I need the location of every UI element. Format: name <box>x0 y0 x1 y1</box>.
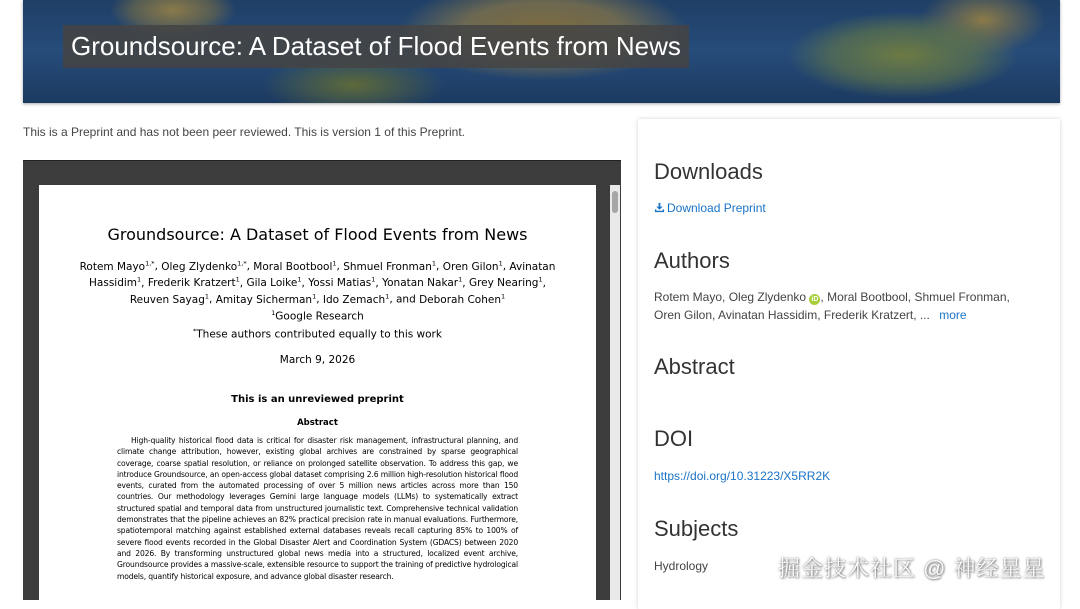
header-banner <box>23 0 1060 103</box>
subject-item[interactable]: Hydrology <box>654 559 709 573</box>
pdf-author: Avinatan Hassidim$^1$ <box>89 260 556 289</box>
watermark: 掘金技术社区 @ 神经星星 <box>778 556 1046 581</box>
pdf-unreviewed-label: This is an unreviewed preprint <box>231 394 404 405</box>
pdf-scrollbar[interactable] <box>610 185 620 600</box>
pdf-affiliation: $^1$Google Research *These authors contributed equally to this work <box>193 309 442 340</box>
pdf-author: Shmuel Fronman$^1$ <box>343 259 437 273</box>
pdf-author: Ido Zemach$^1$ <box>322 292 390 306</box>
pdf-author: Grey Nearing$^1$ <box>468 275 543 289</box>
pdf-author: Gila Loike$^1$ <box>246 275 302 289</box>
pdf-author: Frederik Kratzert$^1$ <box>147 275 240 289</box>
pdf-author: Moral Bootbool$^1$ <box>253 259 337 273</box>
authors-list: Rotem Mayo, Oleg Zlydenko iD , Moral Bootbool, Shmuel Fronman, Oren Gilon, Avinatan Hassidim, Frederik Kratzert, ... more <box>654 290 1010 322</box>
pdf-author: Rotem Mayo$^{1,*}$ <box>79 259 155 273</box>
authors-more-link[interactable]: more <box>939 308 967 322</box>
page-title: Groundsource: A Dataset of Flood Events from News <box>63 25 689 68</box>
pdf-title: Groundsource: A Dataset of Flood Events from News <box>107 225 528 244</box>
doi-link[interactable]: https://doi.org/10.31223/X5RR2K <box>654 469 831 483</box>
subjects-heading: Subjects <box>654 516 739 541</box>
pdf-author: Oleg Zlydenko$^{1,*}$ <box>161 259 247 273</box>
pdf-abstract-heading: Abstract <box>297 418 338 428</box>
preprint-notice: This is a Preprint and has not been peer reviewed. This is version 1 of this Preprint. <box>23 125 466 139</box>
pdf-author: Yossi Matias$^1$ <box>308 275 376 289</box>
downloads-heading: Downloads <box>654 159 763 184</box>
pdf-author: Yonatan Nakar$^1$ <box>382 275 463 289</box>
pdf-author: Reuven Sayag$^1$ <box>129 292 210 306</box>
pdf-page <box>39 185 596 600</box>
pdf-authors: Rotem Mayo$^{1,*}$, Oleg Zlydenko$^{1,*}$, Moral Bootbool$^1$, Shmuel Fronman$^1$, Oren Gilon$^1$, Avinatan Hassidim$^1$, Frederik Kratzert$^1$, Gila Loike$^1$, Yossi Matias$^1$, Yonatan Nakar$^1$, Grey Nearing$^1$, Reuven Sayag$^1$, Amitay Sicherman$^1$, Ido Zemach$^1$, and Deborah Cohen$^1$ <box>79 259 556 306</box>
orcid-icon[interactable]: iD <box>811 296 819 303</box>
pdf-author: Deborah Cohen$^1$ <box>419 292 506 306</box>
pdf-author: Oren Gilon$^1$ <box>442 259 503 273</box>
pdf-abstract-text: High-quality historical flood data is critical for disaster risk management, infrastructural planning, and climate change attribution, however, existing global archives are constrained by sparse geographical coverage, coarse spatial resolution, or reliance on prolonged satellite observation. To address this gap, we introduce Groundsource, an open-access global dataset comprising 2.6 million high-resolution historical flood events, curated from the automated processing of over 5 million news articles across more than 150 countries. Our methodology leverages Gemini large language models (LLMs) to systematically extract structured spatial and temporal data from unstructured journalistic text. Comprehensive technical validation demonstrates that the pipeline achieves an 82% practical precision rate in manual evaluations. Furthermore, spatiotemporal matching against established external databases reveals recall capturing 85% to 100% of severe flood events recorded in the Global Disaster Alert and Coordination System (GDACS) between 2020 and 2026. By transforming unstructured global news media into a structured, localized event archive, Groundsource provides a massive-scale, extensible resource to support the training of predictive hydrological models, quantify historical exposure, and advance global disaster research. <box>117 436 518 581</box>
pdf-author: Amitay Sicherman$^1$ <box>215 292 317 306</box>
pdf-scroll-thumb[interactable] <box>612 191 618 213</box>
abstract-heading: Abstract <box>654 354 735 379</box>
pdf-date: March 9, 2026 <box>279 354 356 366</box>
pdf-viewer[interactable] <box>23 160 621 600</box>
doi-heading: DOI <box>654 426 694 451</box>
download-icon <box>654 202 665 213</box>
authors-heading: Authors <box>654 248 730 273</box>
download-preprint-link[interactable]: Download Preprint <box>654 201 766 215</box>
sidebar-card <box>638 119 1060 609</box>
